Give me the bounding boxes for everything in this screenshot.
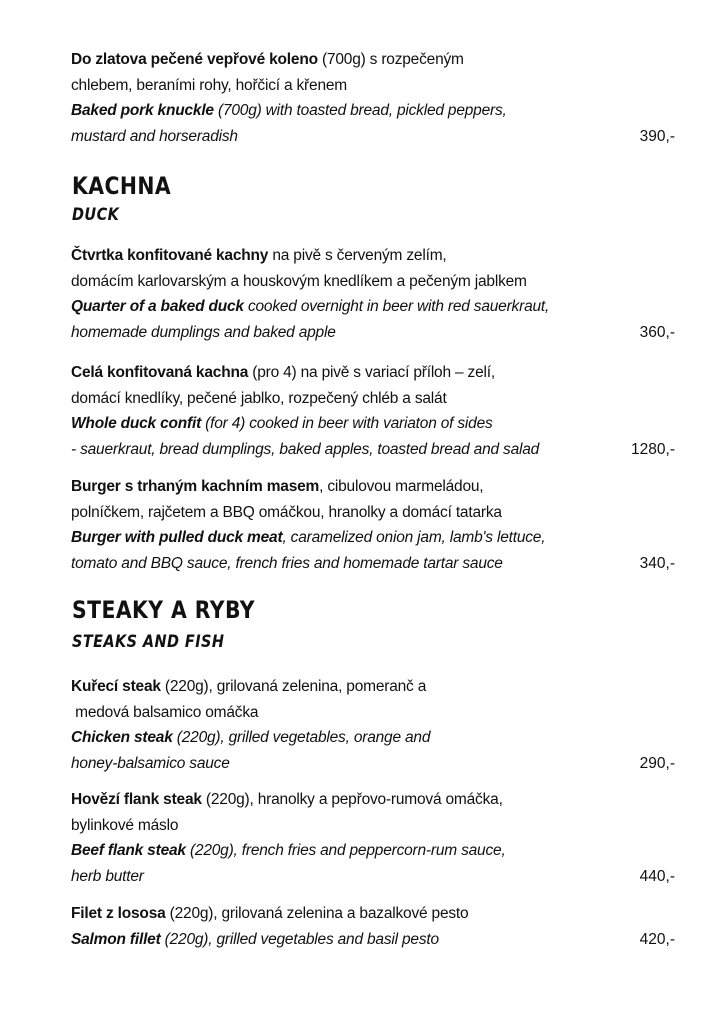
item-description-en (71, 551, 675, 577)
menu-item (71, 243, 675, 345)
item-name: Čtvrtka konfitované kachny (71, 247, 269, 264)
item-text: medová balsamico omáčka (71, 703, 259, 721)
item-text: chlebem, beraními rohy, hořčicí a křenem (71, 76, 347, 94)
item-name: Chicken steak (71, 729, 173, 747)
item-name: Baked pork knuckle (71, 102, 214, 120)
item-text: - sauerkraut, bread dumplings, baked apples, toasted bread and salad (71, 440, 540, 458)
item-description-cz (71, 787, 675, 813)
item-description-cz (71, 500, 675, 526)
item-name: Kuřecí steak (71, 678, 161, 695)
item-text: (700g) s rozpečeným (317, 51, 464, 68)
item-description-cz (71, 47, 675, 73)
item-name: Salmon fillet (71, 930, 161, 948)
item-description-en (71, 98, 675, 124)
item-text: honey-balsamico sauce (71, 754, 230, 772)
item-description-cz (71, 901, 675, 927)
item-price: 1280,- (631, 440, 675, 458)
section-title: STEAKY A RYBY (72, 596, 256, 624)
item-text: (700g) with toasted bread, pickled peppers, (213, 102, 507, 120)
item-text: mustard and horseradish (71, 127, 238, 145)
item-description-en (71, 927, 675, 953)
item-text: homemade dumplings and baked apple (71, 323, 336, 341)
menu-item (71, 901, 675, 952)
item-text: polníčkem, rajčetem a BBQ omáčkou, hranolky a domácí tatarka (71, 503, 502, 521)
section-subtitle: STEAKS AND FISH (72, 632, 225, 652)
item-name: Beef flank steak (71, 842, 186, 860)
item-name: Quarter of a baked duck (71, 298, 244, 316)
item-text: (220g), grilovaná zelenina a bazalkové pesto (165, 905, 469, 922)
item-description-cz (71, 360, 675, 386)
item-name: Whole duck confit (71, 415, 202, 433)
item-description-cz (71, 269, 675, 295)
section-subtitle: DUCK (72, 205, 120, 225)
item-text: , caramelized onion jam, lamb's lettuce, (282, 529, 546, 547)
item-description-en (71, 725, 675, 751)
item-text: (220g), grilled vegetables, orange and (172, 729, 431, 747)
item-text: bylinkové máslo (71, 816, 179, 834)
item-text: domácím karlovarským a houskovým knedlíkem a pečeným jablkem (71, 272, 527, 290)
menu-item (71, 674, 675, 776)
item-text: , cibulovou marmeládou, (319, 478, 484, 495)
item-text: (220g), grilovaná zelenina, pomeranč a (160, 678, 427, 695)
item-description-en (71, 437, 675, 463)
menu-item (71, 47, 675, 149)
item-text: tomato and BBQ sauce, french fries and homemade tartar sauce (71, 554, 503, 572)
item-price: 340,- (639, 554, 675, 572)
item-description-cz (71, 243, 675, 269)
item-name: Do zlatova pečené vepřové koleno (71, 51, 318, 68)
item-name: Hovězí flank steak (71, 791, 202, 808)
item-price: 360,- (639, 323, 675, 341)
item-text: (220g), grilled vegetables and basil pesto (160, 930, 439, 948)
item-text: cooked overnight in beer with red sauerkraut, (243, 298, 550, 316)
item-description-en (71, 320, 675, 346)
item-text: (220g), french fries and peppercorn-rum sauce, (185, 842, 506, 860)
item-text: na pivě s červeným zelím, (268, 247, 447, 264)
item-price: 440,- (639, 867, 675, 885)
item-text: (220g), hranolky a pepřovo-rumová omáčka, (201, 791, 503, 808)
item-description-en (71, 411, 675, 437)
item-price: 390,- (639, 127, 675, 145)
item-name: Celá konfitovaná kachna (71, 364, 249, 381)
item-description-en (71, 124, 675, 150)
item-description-cz (71, 813, 675, 839)
item-name: Burger with pulled duck meat (71, 529, 283, 547)
item-text: (pro 4) na pivě s variací příloh – zelí, (248, 364, 495, 381)
item-description-en (71, 294, 675, 320)
item-text: (for 4) cooked in beer with variaton of sides (201, 415, 493, 433)
item-description-cz (71, 700, 675, 726)
item-name: Burger s trhaným kachním masem (71, 478, 320, 495)
item-price: 290,- (639, 754, 675, 772)
menu-item (71, 474, 675, 576)
item-description-cz (71, 73, 675, 99)
section-title: KACHNA (72, 172, 172, 200)
item-price: 420,- (639, 930, 675, 948)
item-description-cz (71, 474, 675, 500)
menu-item (71, 360, 675, 462)
item-text: herb butter (71, 867, 144, 885)
item-description-en (71, 751, 675, 777)
item-description-en (71, 525, 675, 551)
item-description-en (71, 838, 675, 864)
item-name: Filet z lososa (71, 905, 166, 922)
item-text: domácí knedlíky, pečené jablko, rozpečený chléb a salát (71, 389, 447, 407)
item-description-cz (71, 674, 675, 700)
item-description-en (71, 864, 675, 890)
item-description-cz (71, 386, 675, 412)
menu-item (71, 787, 675, 889)
